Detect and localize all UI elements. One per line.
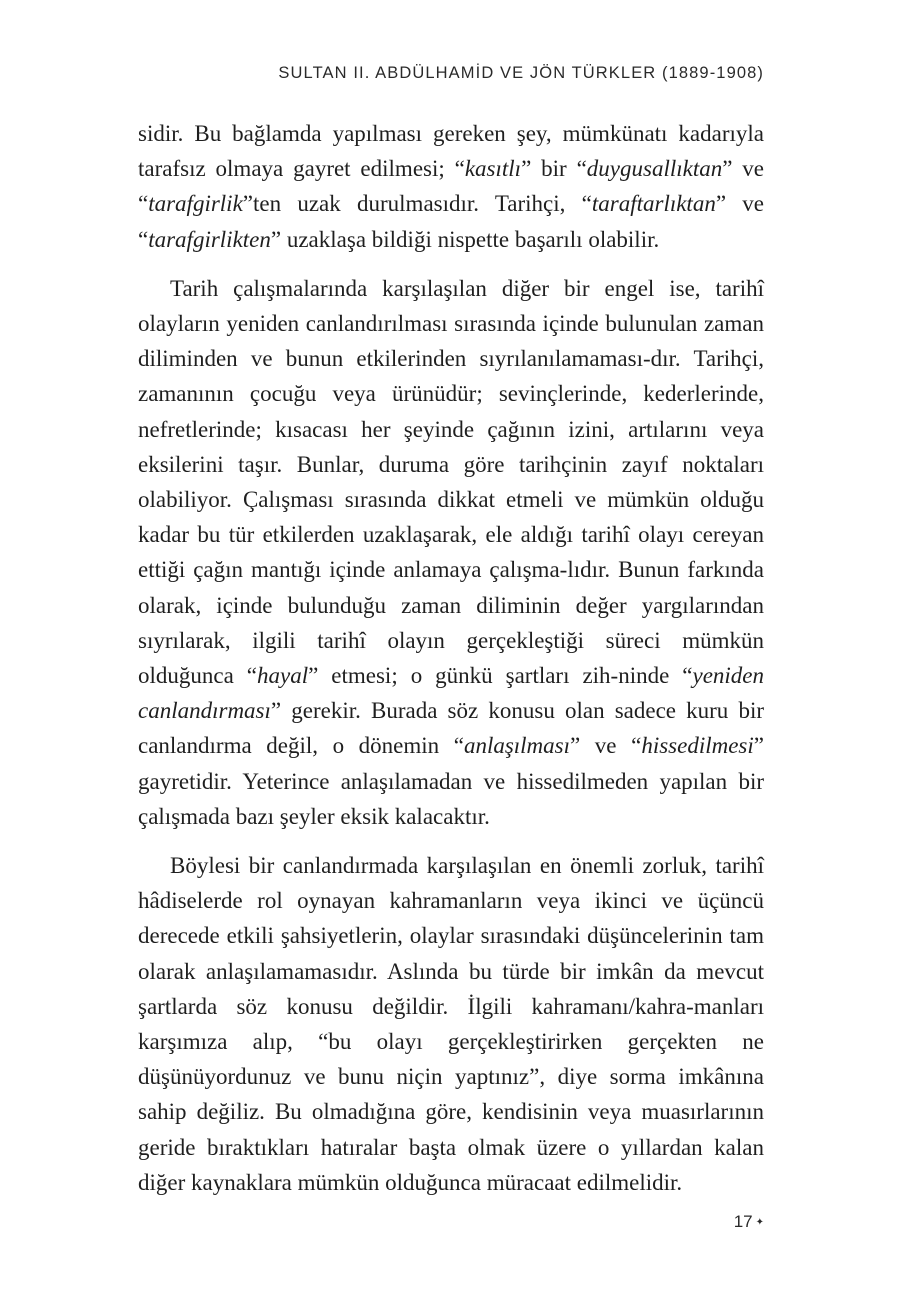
italic-term: kasıtlı bbox=[464, 156, 522, 182]
running-header: SULTAN II. ABDÜLHAMİD VE JÖN TÜRKLER (1889-1908) bbox=[278, 64, 764, 82]
italic-term: hissedilmesi bbox=[641, 733, 754, 759]
body-text bbox=[138, 116, 764, 1214]
paragraph-2 bbox=[138, 271, 764, 834]
italic-term: taraftarlıktan bbox=[591, 191, 716, 217]
text-run: ”ten uzak durulmasıdır. Tarihçi, “ bbox=[242, 191, 592, 217]
italic-term: anlaşılması bbox=[463, 733, 571, 759]
paragraph-1 bbox=[138, 116, 764, 257]
text-run: ” uzaklaşa bildiği nispette başarılı olabilir. bbox=[270, 226, 660, 252]
text-run: ” bir “ bbox=[521, 156, 587, 182]
italic-term: yeniden canlandırması bbox=[138, 663, 765, 724]
text-run: ” etmesi; o günkü şartları zih-ninde “ bbox=[308, 663, 693, 689]
italic-term: tarafgirlik bbox=[148, 191, 243, 217]
text-run: ” ve “ bbox=[570, 733, 642, 759]
italic-term: duygusallıktan bbox=[586, 156, 723, 182]
text-run: sidir. Bu bağlamda yapılması gereken şey, mümkünatı kadarıyla tarafsız olmaya gayret edilmesi; “ bbox=[138, 121, 764, 182]
italic-term: tarafgirlikten bbox=[148, 226, 271, 252]
text-run: ” ve “ bbox=[138, 156, 765, 217]
italic-term: hayal bbox=[257, 663, 309, 689]
text-run: Böylesi bir canlandırmada karşılaşılan en önemli zorluk, tarihî hâdiselerde rol oynayan kahramanların veya ikinci ve üçüncü derecede etkili şahsiyetlerin, olaylar sırasındaki düşüncelerinin tam olarak anlaşılamamasıdır. Aslında bu türde bir imkân da mevcut şartlarda söz konusu değildir. İlgili kahramanı/kahra-manları karşımıza alıp, “bu olayı gerçekleştirirken gerçekten ne düşünüyordunuz ve bunu niçin yaptınız”, diye sorma imkânına sahip değiliz. Bu olmadığına göre, kendisinin veya muasırlarının geride bıraktıkları hatıralar başta olmak üzere o yıllardan kalan diğer kaynaklara mümkün olduğunca müracaat edilmelidir. bbox=[138, 853, 764, 1195]
paragraph-3 bbox=[138, 848, 764, 1200]
text-run: ” ve “ bbox=[138, 191, 764, 252]
text-run: ” gerekir. Burada söz konusu olan sadece kuru bir canlandırma değil, o dönemin “ bbox=[138, 698, 764, 759]
page-footer bbox=[734, 1212, 764, 1232]
ornament-icon: ✦ bbox=[755, 1217, 764, 1229]
text-run: ” gayretidir. Yeterince anlaşılamadan ve hissedilmeden yapılan bir çalışmada bazı şeyler eksik kalacaktır. bbox=[138, 733, 764, 829]
text-run: Tarih çalışmalarında karşılaşılan diğer bir engel ise, tarihî olayların yeniden canlandırılması sırasında içinde bulunulan zaman diliminden ve bunun etkilerinden sıyrılanılamaması-dır. Tarihçi, zamanının çocuğu veya ürünüdür; sevinçlerinde, kederlerinde, nefretlerinde; kısacası her şeyinde çağının izini, artılarını veya eksilerini taşır. Bunlar, duruma göre tarihçinin zayıf noktaları olabiliyor. Çalışması sırasında dikkat etmeli ve mümkün olduğu kadar bu tür etkilerden uzaklaşarak, ele aldığı tarihî olayı cereyan ettiği çağın mantığı içinde anlamaya çalışma-lıdır. Bunun farkında olarak, içinde bulunduğu zaman diliminin değer yargılarından sıyrılarak, ilgili tarihî olayın gerçekleştiği süreci mümkün olduğunca “ bbox=[138, 275, 764, 689]
page-number: 17 bbox=[733, 1212, 753, 1231]
